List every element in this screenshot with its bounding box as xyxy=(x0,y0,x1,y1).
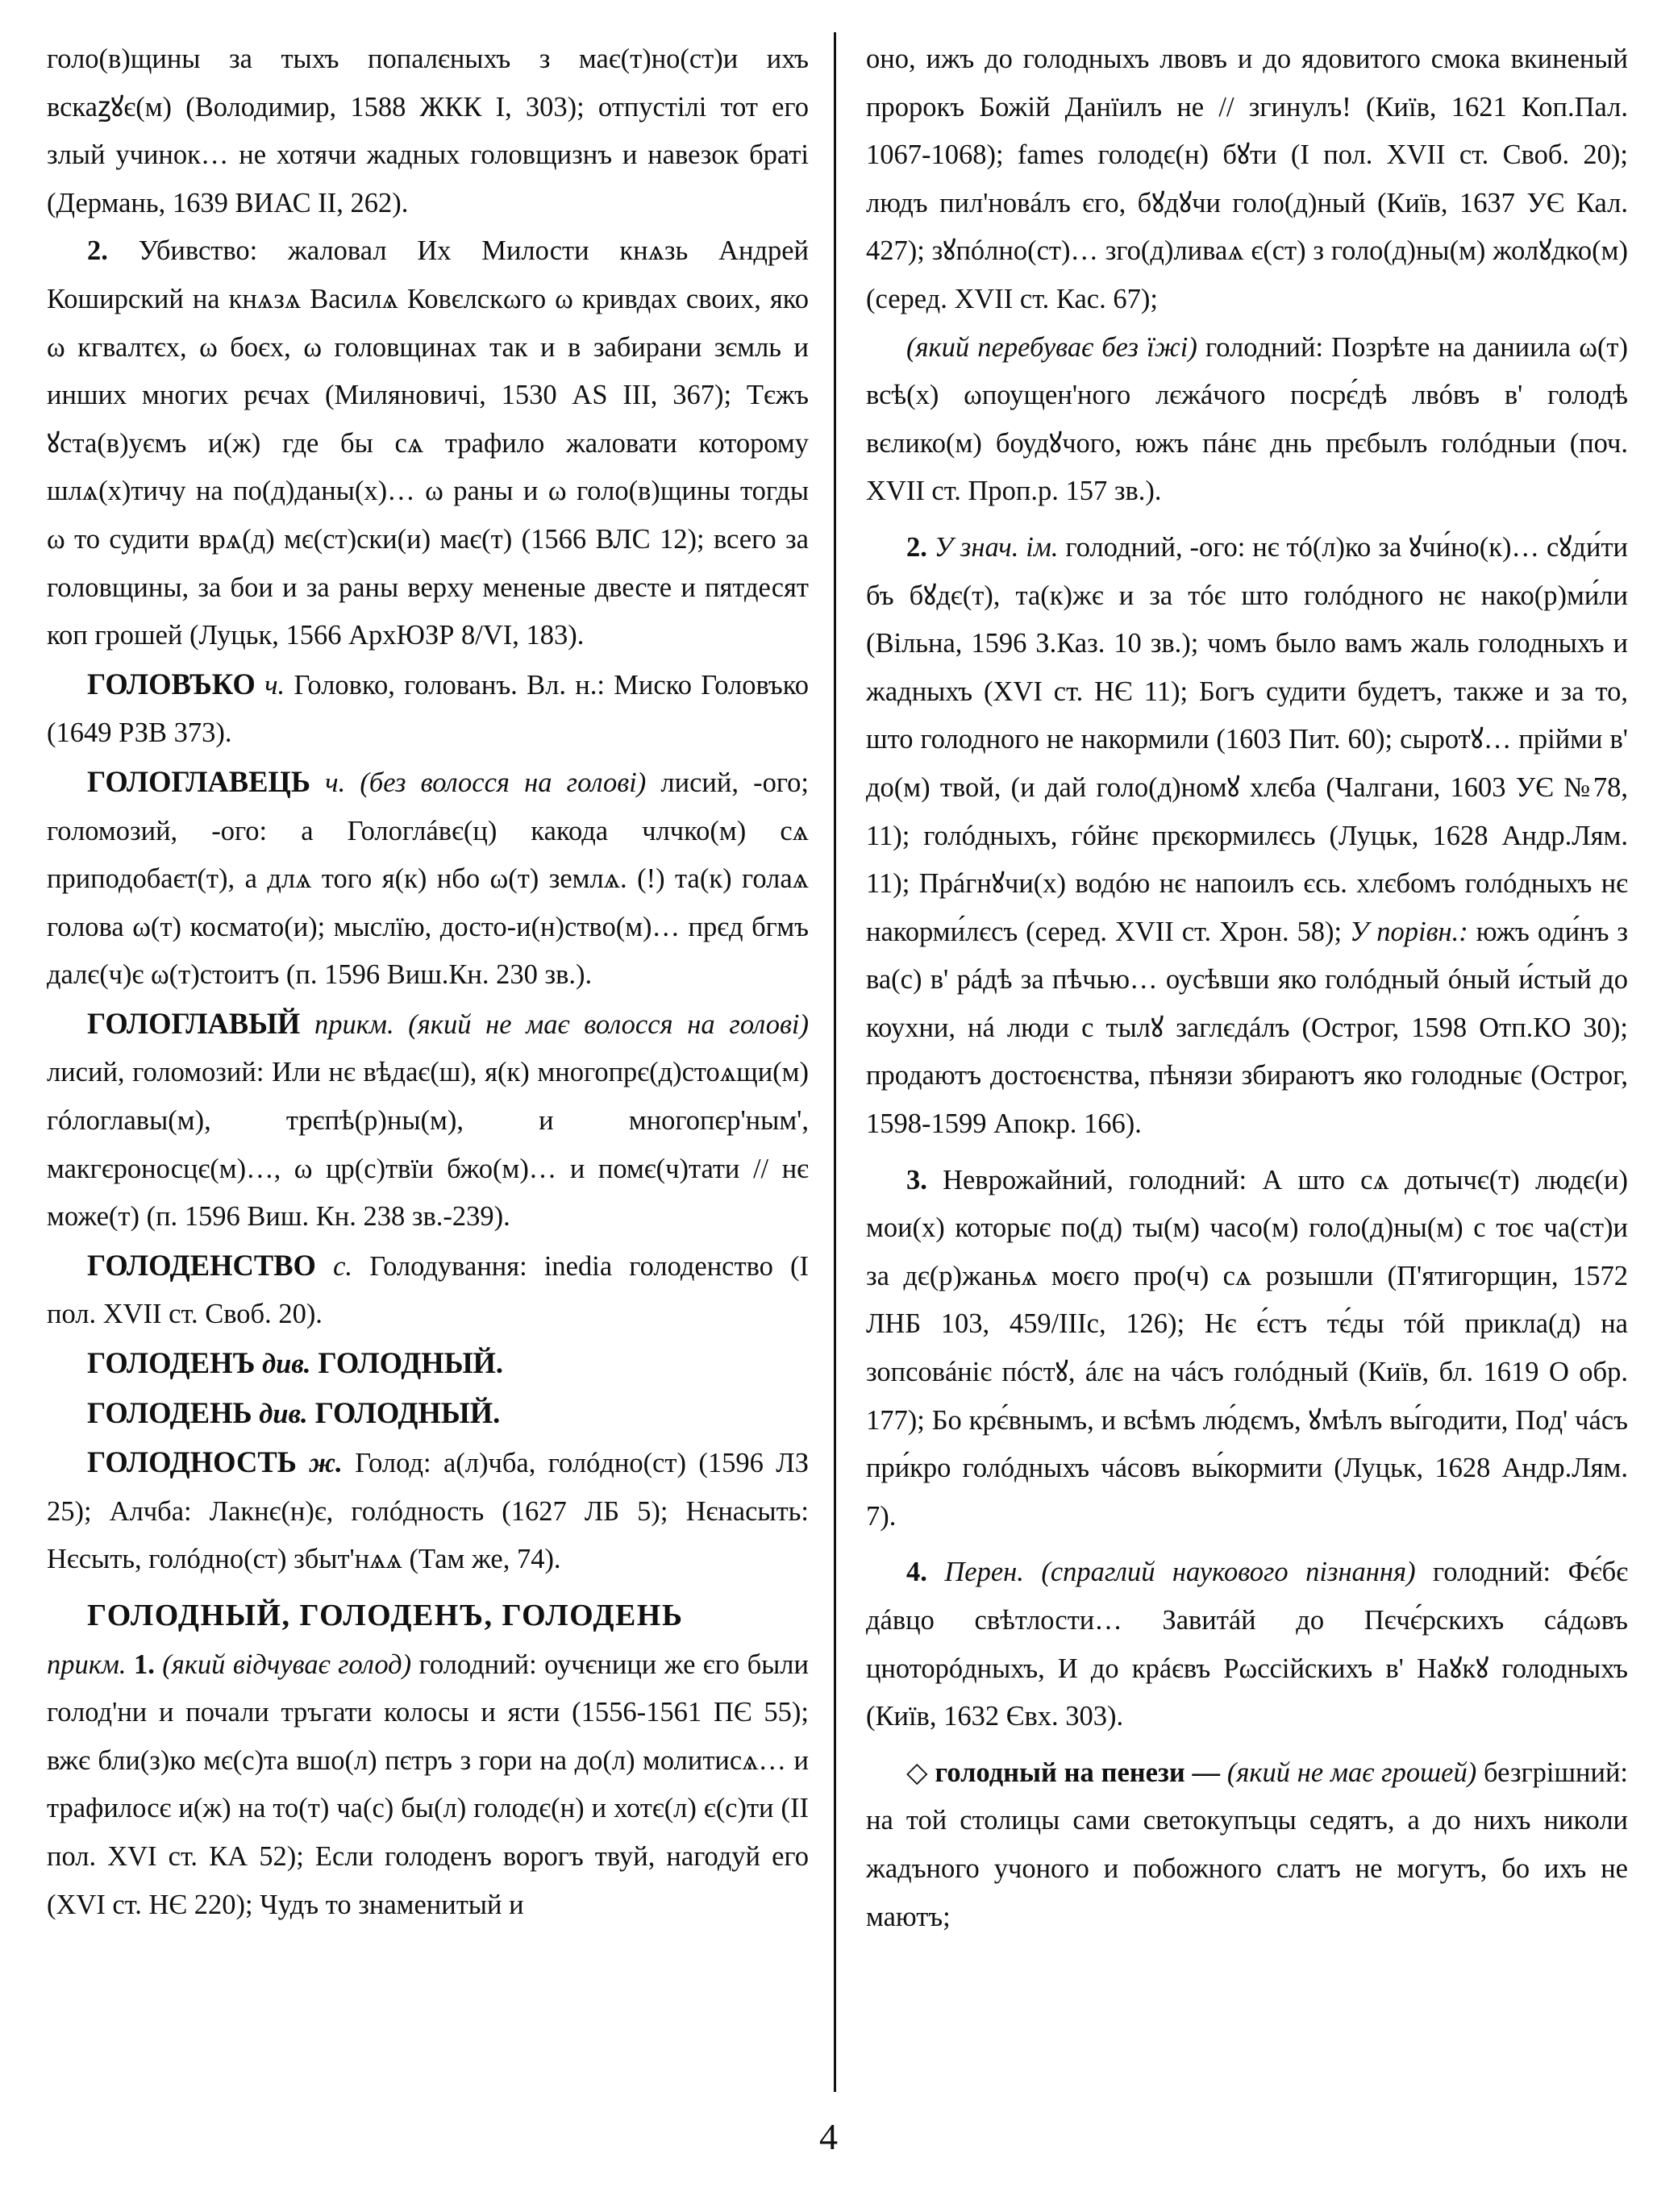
entry-text: голодний: оучєници же єго были голод'ни и почали тръгати колосы и ясти (1556-1561 ПЄ 55); вжє бли(з)ко мє(с)та вшо(л) пєтръ з гори на до(л) молитисѧ… и трафилосє и(ж) на то(т) ча(с) бы(л) голодє(н) и хотє(л) є(с)ти (II пол. XVI ст. КА 52); Если голоденъ ворогъ твуй, нагодуй его (XVI ст. НЄ 220); Чудъ то знаменитый и xyxy=(47,1649,809,1920)
left-column xyxy=(47,35,809,1929)
grammar-label: прикм. xyxy=(47,1649,127,1680)
definition-gloss: (який не має грошей) xyxy=(1226,1757,1477,1788)
grammar-label: У знач. ім. xyxy=(926,531,1059,563)
entry-golodnost xyxy=(47,1438,809,1584)
headword: ГОЛОГЛАВЫЙ xyxy=(87,1006,301,1040)
entry-text: безгрішний: на той столицы сами светокупъцы седятъ, а до нихъ николи жадъного учоного и побожного слатъ не могутъ, бо ихъ не маютъ; xyxy=(866,1757,1628,1932)
entry-continuation xyxy=(866,35,1628,324)
grammar-label: ч. (без волосся на голові) xyxy=(310,767,647,798)
definition-gloss: (який відчуває голод) xyxy=(154,1649,412,1680)
grammar-label: прикм. (який не має волосся на голові) xyxy=(300,1008,809,1040)
entry-text: южъ оди́нъ з ва(с) в' рáдѣ за пѣчью… оусѣвши яко голóдный óный и́стый до коухни, нá люди с тылꙋ заглєдáлъ (Острог, 1598 Отп.КО 30); продаютъ достоєнства, пѣнязи збираютъ яко голодныє (Острог, 1598-1599 Апокр. 166). xyxy=(866,916,1628,1140)
headword: ГОЛОДНОСТЬ xyxy=(87,1445,297,1479)
definition-gloss: (який перебуває без їжі) xyxy=(906,331,1197,363)
grammar-label: ж. xyxy=(296,1448,343,1479)
sense-2-paragraph xyxy=(866,524,1628,1149)
sense-number: 1. xyxy=(126,1649,155,1680)
entry-text: лисий, голомозий: Или нє вѣдає(ш), я(к) многопрє(д)стоѧщи(м) гóлоглавы(м), трєпѣ(р)ны(м), и многопєр'ным', макгєроносцє(м)…, ω цр(с)твїи бжо(м)… и помє(ч)тати // нє може(т) (п. 1596 Виш. Кн. 238 зв.-239). xyxy=(47,1057,809,1233)
sense-3-paragraph xyxy=(866,1157,1628,1541)
entry-text: Убивство: жаловал Их Милости кнѧзь Андрей Коширский на кнѧзѧ Василѧ Ковєлскωго ω кривдах своих, яко ω кгвалтєх, ω боєх, ω головщинах так и в забирани зємль и инших многих рєчах (Миляновичі, 1530 AS III, 367); Тєжъ ꙋста(в)уємъ и(ж) где бы сѧ трафило жаловати которому шлѧ(х)тичу на по(д)даны(х)… ω раны и ω голо(в)щины тогды ω то судити врѧ(д) мє(ст)ски(и) має(т) (1566 ВЛС 12); всего за головщины, за бои и за раны верху мененые двесте и пятдесят коп грошей (Луцьк, 1566 АрхЮЗР 8/VI, 183). xyxy=(47,235,809,651)
headword: ГОЛОГЛАВЕЦЬ xyxy=(87,764,310,798)
entry-goloden-hard xyxy=(47,1339,809,1389)
headword: ГОЛОДЕНСТВО xyxy=(87,1248,316,1282)
phrase-headword: голодный на пенези xyxy=(935,1757,1185,1788)
entry-text: голодний, -ого: нє тó(л)ко за ꙋчи́но(к)… сꙋди́ти бъ бꙋдє(т), та(к)жє и за тóє што голóдного нє нако(р)ми́ли (Вільна, 1596 З.Каз. 10 зв.); чомъ было вамъ жаль голодныхъ и жадныхъ (XVI ст. НЄ 11); Богъ судити будетъ, также и за то, што голодного не накормили (1603 Пит. 60); сыротꙋ… прійми в' до(м) твой, (и дай голо(д)номꙋ хлєба (Чалгани, 1603 УЄ №78, 11); голóдныхъ, гóйнє прєкормилєсь (Луцьк, 1628 Андр.Лям. 11); Прáгнꙋчи(х) водóю нє напоилъ єсь. хлєбомъ голóдныхъ нє накорми́лєсъ (серед. XVII ст. Хрон. 58); xyxy=(866,531,1628,947)
sense-number: 3. xyxy=(906,1164,927,1195)
entry-text: голо(в)щины за тыхъ попалєныхъ з має(т)но(ст)и ихъ вскаꙁꙋє(м) (Володимир, 1588 ЖКК I, 303); отпустілі тот его злый учинок… не хотячи жадных головщизнъ и навезок браті (Дермань, 1639 ВИАС II, 262). xyxy=(47,44,809,218)
grammar-label: с. xyxy=(315,1250,353,1282)
entry-gologlavyi xyxy=(47,1000,809,1241)
grammar-label: ч. xyxy=(255,669,285,701)
entry-continuation xyxy=(47,35,809,227)
entry-text: Головко, голованъ. Вл. н.: Миско Головъко (1649 РЗВ 373). xyxy=(47,669,809,749)
entry-gologlavets xyxy=(47,758,809,1000)
phrase-dash: — xyxy=(1184,1757,1227,1788)
sense-2-paragraph xyxy=(47,227,809,659)
entry-golodnyi xyxy=(47,1592,809,1929)
column-divider xyxy=(834,32,836,2092)
entry-goloden-soft xyxy=(47,1389,809,1439)
page-number: 4 xyxy=(819,2116,838,2157)
right-column xyxy=(866,35,1628,1941)
sense-number: 2. xyxy=(87,235,108,267)
entry-text: оно, ижъ до голодныхъ лвовъ и до ядовитого смока вкиненый пророкъ Божій Данїилъ не // згинулъ! (Київ, 1621 Коп.Пал. 1067-1068); fames голодє(н) бꙋти (I пол. XVII ст. Своб. 20); людъ пил'новáлъ єго, бꙋдꙋчи голо(д)ный (Київ, 1637 УЄ Кал. 427); зꙋпóлно(ст)… зго(д)ливаѧ є(ст) з голо(д)ны(м) жолꙋдко(м) (серед. XVII ст. Кас. 67); xyxy=(866,44,1628,314)
sense-number: 2. xyxy=(906,531,927,563)
grammar-label: див. xyxy=(252,1398,308,1429)
entry-golovko xyxy=(47,660,809,758)
phrase-paragraph xyxy=(866,1749,1628,1941)
sense-4-paragraph xyxy=(866,1549,1628,1740)
entry-text: Голодування: inedia голоденство (I пол. XVII ст. Своб. 20). xyxy=(47,1250,809,1330)
entry-text: Голод: а(л)чба, голóдно(ст) (1596 ЛЗ 25); Алчба: Лакнє(н)є, голóдность (1627 ЛБ 5); Нєнасыть: Нєсыть, голóдно(ст) збыт'нѧѧ (Там же, 74). xyxy=(47,1448,809,1575)
entry-text: голодний: Фє́бє дáвцо свѣтлости… Завитáй до Пєчє́рскихъ сáдωвъ цноторóдныхъ, И до крáєвъ Рωссійскихъ в' Наꙋкꙋ голодныхъ (Київ, 1632 Євх. 303). xyxy=(866,1557,1628,1732)
sense-number: 4. xyxy=(906,1557,927,1588)
entry-golodenstvo xyxy=(47,1241,809,1339)
grammar-label: Перен. xyxy=(926,1557,1024,1588)
definition-gloss: (спраглий наукового пізнання) xyxy=(1023,1557,1416,1588)
diamond-icon: ◇ xyxy=(906,1757,935,1788)
comparison-label: У порівн.: xyxy=(1342,916,1468,947)
cross-reference: ГОЛОДНЫЙ. xyxy=(310,1346,504,1380)
cross-reference: ГОЛОДНЫЙ. xyxy=(307,1395,501,1429)
headword: ГОЛОДЕНЪ xyxy=(87,1346,256,1380)
headword: ГОЛОДНЫЙ, ГОЛОДЕНЪ, ГОЛОДЕНЬ xyxy=(87,1599,684,1632)
headword: ГОЛОВЪКО xyxy=(87,667,256,701)
sub-sense-paragraph xyxy=(866,324,1628,516)
grammar-label: див. xyxy=(255,1349,311,1380)
entry-text: Неврожайний, голодний: А што сѧ дотычє(т) людє(и) мои(х) которыє по(д) ты(м) часо(м) голо(д)ны(м) с тоє ча(ст)и за дє(р)жаньѧ моєго про(ч) сѧ розышли (П'ятигорщин, 1572 ЛНБ 103, 459/IIIc, 126); Нє є́стъ тє́ды тóй прикла(д) на зопсовáніє пóстꙋ, áлє на чáсъ голóдный (Київ, бл. 1619 О обр. 177); Бо крє́внымъ, и всѣмъ лю́дємъ, ꙋмѣлъ вы́годити, Под' чáсъ при́кро голóдныхъ чáсовъ вы́кормити (Луцьк, 1628 Андр.Лям. 7). xyxy=(866,1164,1628,1532)
headword: ГОЛОДЕНЬ xyxy=(87,1395,252,1429)
entry-text: лисий, -ого; голомозий, -ого: а Гологлáвє(ц) какода члчко(м) сѧ приподобаєт(т), а длѧ того я(к) нбо ω(т) землѧ. (!) та(к) голаѧ голова ω(т) косматo(и); мыслїю, досто-и(н)ство(м)… прєд бгмъ далє(ч)є ω(т)стоитъ (п. 1596 Виш.Кн. 230 зв.). xyxy=(47,767,809,991)
entry-text: голодний: Позрѣте на даниила ω(т) всѣ(х) ωпоущен'ного лєжáчого посрє́дѣ лвóвъ в' голодѣ вєлико(м) боудꙋчого, южъ пáнє днь прєбылъ голóдныи (поч. XVII ст. Проп.р. 157 зв.). xyxy=(866,331,1628,507)
